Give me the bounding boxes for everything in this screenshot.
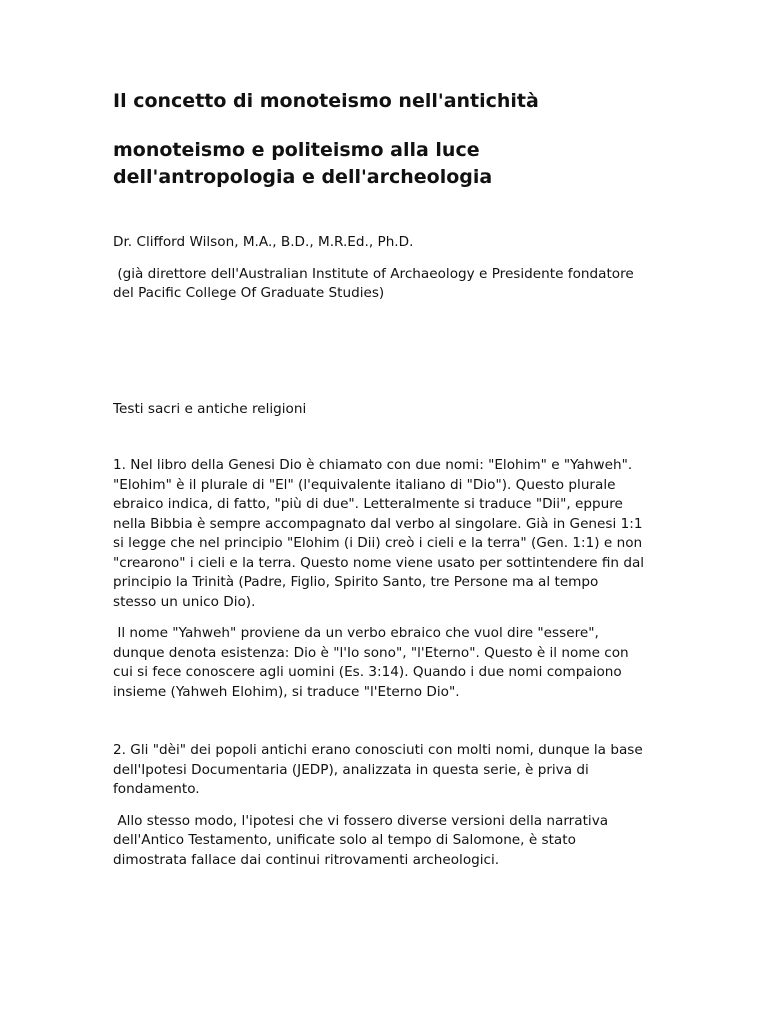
author-line: Dr. Clifford Wilson, M.A., B.D., M.R.Ed., Ph.D. bbox=[113, 234, 414, 250]
paragraph-line: insieme (Yahweh Elohim), si traduce "l'Eterno Dio". bbox=[113, 683, 460, 700]
paragraph-line: dell'Antico Testamento, unificate solo al tempo di Salomone, è stato bbox=[113, 832, 576, 848]
paragraph-line: Allo stesso modo, l'ipotesi che vi fossero diverse versioni della narrativa bbox=[113, 812, 609, 829]
paragraph-line: dimostrata fallace dai continui ritrovamenti archeologici. bbox=[113, 851, 500, 868]
affiliation-line: del Pacific College Of Graduate Studies) bbox=[113, 285, 385, 301]
paragraph-line: 1. Nel libro della Genesi Dio è chiamato con due nomi: "Elohim" e "Yahweh". bbox=[113, 457, 633, 473]
paragraph-1 bbox=[113, 456, 658, 612]
paragraph-line: "Elohim" è il plurale di "El" (l'equivalente italiano di "Dio"). Questo plurale bbox=[113, 476, 616, 493]
paragraph-line: dunque denota esistenza: Dio è "l'Io sono", "l'Eterno". Questo è il nome con bbox=[113, 644, 629, 661]
paragraph-line: si legge che nel principio "Elohim (i Dii) creò i cieli e la terra" (Gen. 1:1) e non bbox=[113, 535, 643, 551]
document-subtitle bbox=[113, 137, 658, 191]
paragraph-3 bbox=[113, 741, 658, 800]
paragraph-line: nella Bibbia è sempre accompagnato dal verbo al singolare. Già in Genesi 1:1 bbox=[113, 515, 643, 532]
paragraph-line: "crearono" i cieli e la terra. Questo nome viene usato per sottintendere fin dal bbox=[113, 554, 645, 571]
paragraph-line: fondamento. bbox=[113, 781, 200, 797]
document-page bbox=[113, 88, 658, 870]
paragraph-line: cui si fece conoscere agli uomini (Es. 3:14). Quando i due nomi compaiono bbox=[113, 664, 622, 680]
subtitle-line: monoteismo e politeismo alla luce bbox=[113, 139, 480, 161]
paragraph-2 bbox=[113, 624, 658, 702]
paragraph-line: ebraico indica, di fatto, "più di due". Letteralmente si traduce "Dii", eppure bbox=[113, 496, 623, 512]
affiliation-line: (già direttore dell'Australian Institute of Archaeology e Presidente fondatore bbox=[113, 265, 634, 282]
subtitle-line: dell'antropologia e dell'archeologia bbox=[113, 166, 493, 188]
paragraph-line: principio la Trinità (Padre, Figlio, Spirito Santo, tre Persone ma al tempo bbox=[113, 574, 599, 590]
paragraph-line: stesso un unico Dio). bbox=[113, 593, 256, 610]
paragraph-4 bbox=[113, 812, 658, 871]
paragraph-line: dell'Ipotesi Documentaria (JEDP), analizzata in questa serie, è priva di bbox=[113, 761, 589, 778]
author-affiliation bbox=[113, 265, 658, 304]
section-heading: Testi sacri e antiche religioni bbox=[113, 400, 307, 417]
paragraph-line: 2. Gli "dèi" dei popoli antichi erano conosciuti con molti nomi, dunque la base bbox=[113, 742, 643, 758]
document-title: Il concetto di monoteismo nell'antichità bbox=[113, 90, 539, 112]
paragraph-line: Il nome "Yahweh" proviene da un verbo ebraico che vuol dire "essere", bbox=[113, 625, 599, 641]
